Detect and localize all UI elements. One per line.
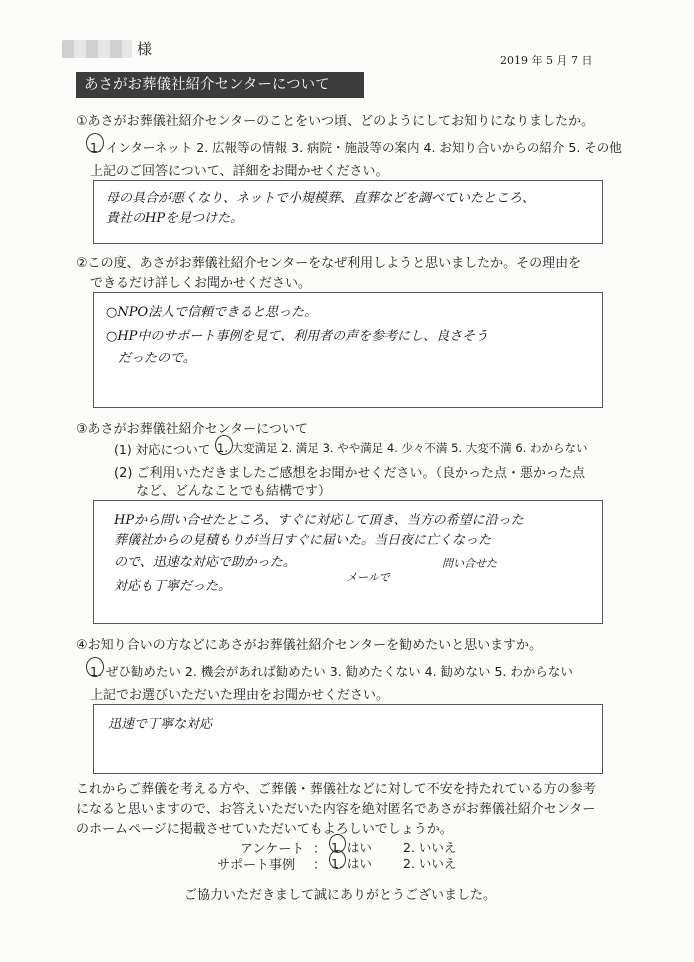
page-title: あさがお葬儀社紹介センターについて [76,72,364,98]
q3-question: ③あさがお葬儀社紹介センターについて [76,422,308,437]
q3-sub2-label-line1: (2) ご利用いただきましたご感想をお聞かせください。（良かった点・悪かった点 [114,466,586,481]
date: 2019 年 5 月 7 日 [500,54,593,67]
thanks: ご協力いただきまして誠にありがとうございました。 [184,888,497,903]
consent-row2-label: サポート事例 [217,858,296,873]
q2-answer-line1: ○NPO法人で信頼できると思った。 [106,305,318,320]
q1-detail-prompt: 上記のご回答について、詳細をお聞かせください。 [90,164,389,179]
q2-answer-box [93,292,603,408]
q2-question-line2: できるだけ詳しくお聞かせください。 [90,276,312,291]
consent-row2-circle [329,850,346,869]
consent-text-line1: これからご葬儀を考える方や、ご葬儀・葬儀社などに対して不安を持たれている方の参考 [76,782,596,797]
q1-options: 1. インターネット 2. 広報等の情報 3. 病院・施設等の案内 4. お知り合いからの紹介 5. その他 [90,140,622,155]
q4-question: ④お知り合いの方などにあさがお葬儀社紹介センターを勧めたいと思いますか。 [76,638,543,653]
consent-row2-colon: ： [313,858,327,873]
q3-answer-line3: ので、迅速な対応で助かった。 [114,555,296,570]
q1-circle-mark [86,133,104,153]
redacted-name [62,40,132,58]
q3-note-mail: メールで [346,571,390,584]
consent-row1-colon: ： [313,842,327,857]
q3-answer-line2: 葬儀社からの見積もりが当日すぐに届いた。当日夜に亡くなった [114,533,492,548]
honorific: 様 [137,40,153,58]
q3-answer-line4: 対応も丁寧だった。 [114,579,232,594]
consent-row1-label: アンケート [240,842,305,857]
q1-answer-line2: 貴社のHPを見つけた。 [106,211,244,226]
q4-detail-prompt: 上記でお選びいただいた理由をお聞かせください。 [90,688,390,703]
consent-row2-yes: 1. はい [331,856,372,871]
q3-sub1-label: (1) 対応について [114,442,211,457]
q3-answer-box [93,500,603,624]
consent-row2-no: 2. いいえ [403,856,457,871]
consent-row1-no: 2. いいえ [403,840,457,855]
q4-answer-line1: 迅速で丁寧な対応 [108,717,213,732]
q4-answer-box [93,704,603,774]
consent-text-line3: のホームページに掲載させていただいてもよろしいでしょうか。 [76,822,453,837]
q3-circle-mark [215,435,233,455]
q3-sub1-options: 1. 大変満足 2. 満足 3. やや満足 4. 少々不満 5. 大変不満 6. わからない [217,441,588,455]
q1-question: ①あさがお葬儀社紹介センターのことをいつ頃、どのようにしてお知りになりましたか。 [76,114,595,129]
consent-row1-yes: 1. はい [331,840,372,855]
q3-note-inquiry: 問い合せた [442,557,497,570]
q4-circle-mark [86,657,104,677]
consent-text-line2: になると思いますので、お答えいただいた内容を絶対匿名であさがお葬儀社紹介センター [76,802,596,817]
q3-answer-line1: HPから問い合せたところ、すぐに対応して頂き、当方の希望に沿った [114,513,524,528]
q1-answer-line1: 母の具合が悪くなり、ネットで小規模葬、直葬などを調べていたところ、 [106,191,536,206]
q1-answer-box [93,180,603,244]
q2-answer-line3: だったので。 [118,351,196,366]
q2-answer-line2: ○HP中のサポート事例を見て、利用者の声を参考にし、良さそう [106,329,489,344]
q2-question-line1: ②この度、あさがお葬儀社紹介センターをなぜ利用しようと思いましたか。その理由を [76,256,582,271]
q3-sub2-label-line2: など、どんなことでも結構です） [136,484,332,499]
q4-options: 1. ぜひ勧めたい 2. 機会があれば勧めたい 3. 勧めたくない 4. 勧めない 5. わからない [90,664,573,679]
